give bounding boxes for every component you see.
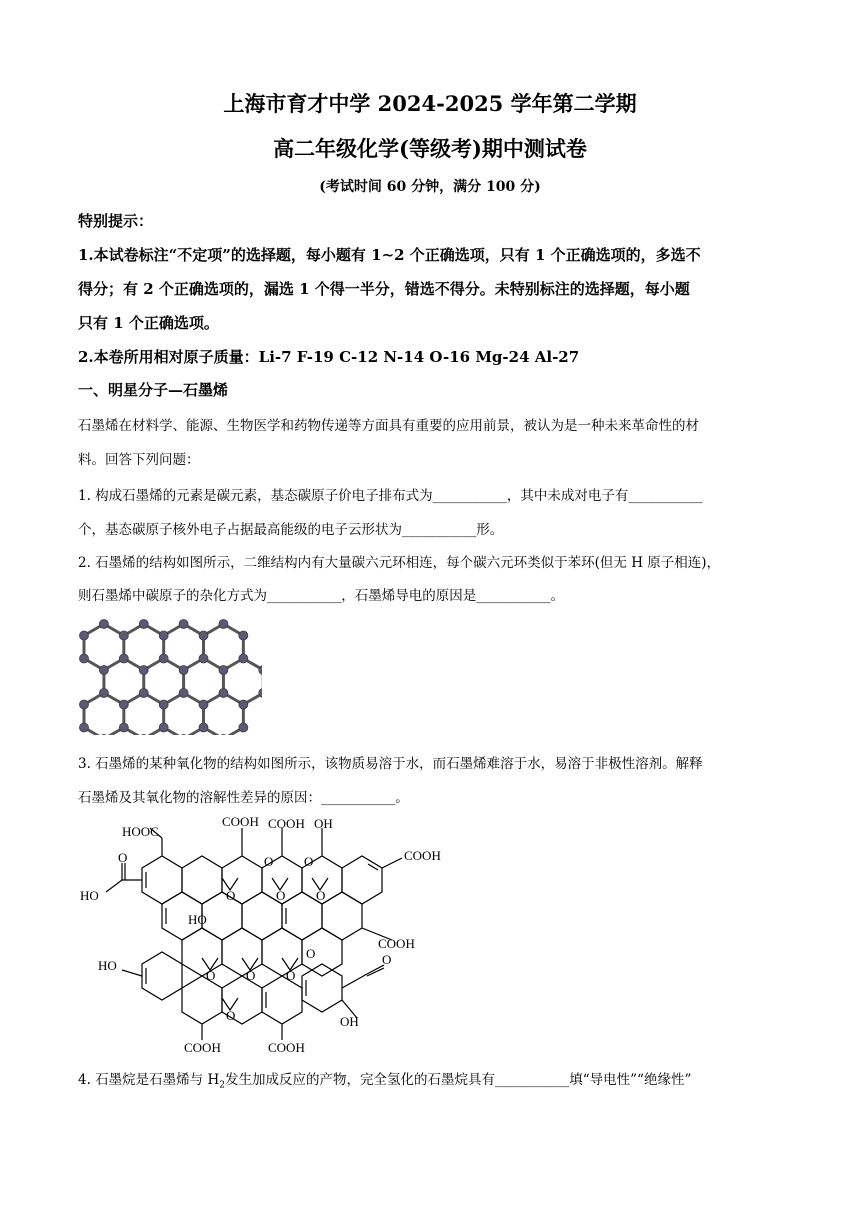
graphene-carbon-atom — [80, 723, 89, 732]
label-cooh-bottom-2: COOH — [268, 1040, 305, 1055]
graphene-carbon-atom — [139, 666, 148, 675]
graphene-carbon-atom — [219, 620, 228, 629]
label-epoxide-o-5: O — [264, 854, 274, 869]
graphene-carbon-atom — [139, 735, 148, 736]
graphene-carbon-atom — [119, 654, 128, 663]
graphene-carbon-atom — [99, 689, 108, 698]
graphene-carbon-atom — [199, 723, 208, 732]
graphene-carbon-atom — [179, 666, 188, 675]
graphene-carbon-atom — [199, 700, 208, 709]
label-ho-left-2: HO — [98, 958, 117, 973]
graphene-carbon-atom — [219, 735, 228, 736]
graphene-carbon-atom — [219, 689, 228, 698]
label-hooc-top-left: HOOC — [122, 824, 159, 839]
graphene-carbon-atom — [199, 631, 208, 640]
graphene-carbon-atom — [159, 654, 168, 663]
question4-suffix: 发生加成反应的产物，完全氢化的石墨烷具有___________填“导电性”“绝缘性” — [224, 1072, 692, 1088]
graphene-carbon-atom — [159, 723, 168, 732]
question3-line1: 3. 石墨烯的某种氧化物的结构如图所示，该物质易溶于水，而石墨烯难溶于水，易溶于非极性溶剂。解释 — [78, 756, 703, 772]
graphene-carbon-atom — [119, 631, 128, 640]
graphene-carbon-atom — [119, 700, 128, 709]
question4-line — [78, 1068, 788, 1091]
graphene-oxide-bonds — [106, 828, 402, 1040]
graphene-carbon-atom — [159, 631, 168, 640]
graphene-carbon-atom — [80, 654, 89, 663]
graphene-oxide-labels — [80, 814, 441, 1055]
graphene-oxide-structure-figure — [72, 808, 462, 1058]
question3-line2: 石墨烯及其氧化物的溶解性差异的原因：___________。 — [78, 790, 409, 806]
notice-heading: 特别提示： — [78, 212, 154, 230]
graphene-carbon-atom — [239, 654, 248, 663]
section1-intro-line2: 料。回答下列问题： — [78, 452, 200, 468]
graphene-carbon-atom — [99, 666, 108, 675]
graphene-carbon-atom — [80, 700, 89, 709]
exam-title-line2: 高二年级化学(等级考)期中测试卷 — [273, 136, 587, 161]
section1-heading: 一、明星分子—石墨烯 — [78, 381, 229, 399]
question2-line1: 2. 石墨烯的结构如图所示，二维结构内有大量碳六元环相连，每个碳六元环类似于苯环(但无 H 原子相连)， — [78, 555, 721, 571]
graphene-carbon-atom — [199, 654, 208, 663]
label-ho-middle: HO — [188, 912, 207, 927]
graphene-carbon-atom — [179, 735, 188, 736]
label-epoxide-o-10: O — [306, 946, 316, 961]
label-oh-bottom-right: OH — [340, 1014, 359, 1029]
section1-intro-line1: 石墨烯在材料学、能源、生物医学和药物传递等方面具有重要的应用前景，被认为是一种未来革命性的材 — [78, 418, 699, 434]
graphene-carbon-atom — [239, 723, 248, 732]
label-cooh-right-2: COOH — [378, 936, 415, 951]
notice-item1-line3: 只有 1 个正确选项。 — [78, 314, 219, 332]
graphene-carbon-atom — [119, 723, 128, 732]
label-epoxide-o-4: O — [304, 854, 314, 869]
notice-item1-line1: 1.本试卷标注“不定项”的选择题，每小题有 1~2 个正确选项，只有 1 个正确选项的，多选不 — [78, 246, 701, 264]
label-ho-left: HO — [80, 888, 99, 903]
graphene-carbon-atom — [239, 700, 248, 709]
label-cooh-right: COOH — [404, 848, 441, 863]
graphene-carbon-atom — [159, 700, 168, 709]
label-epoxide-o-8: O — [286, 968, 296, 983]
label-epoxide-o-6: O — [206, 968, 216, 983]
exam-time-score: (考试时间 60 分钟，满分 100 分) — [319, 179, 541, 195]
graphene-carbon-atom — [219, 666, 228, 675]
question4-prefix: 4. 石墨烷是石墨烯与 H — [78, 1072, 220, 1088]
graphene-carbon-atom — [99, 620, 108, 629]
label-epoxide-o-1: O — [226, 888, 236, 903]
label-epoxide-o-3: O — [316, 888, 326, 903]
exam-title-line1: 上海市育才中学 2024-2025 学年第二学期 — [223, 91, 637, 116]
graphene-carbon-atom — [139, 620, 148, 629]
question2-line2: 则石墨烯中碳原子的杂化方式为___________，石墨烯导电的原因是___________。 — [78, 588, 564, 604]
graphene-carbon-atom — [239, 631, 248, 640]
question1-line1: 1. 构成石墨烯的元素是碳元素，基态碳原子价电子排布式为___________，其中未成对电子有___________ — [78, 488, 703, 504]
notice-item2: 2.本卷所用相对原子质量：Li-7 F-19 C-12 N-14 O-16 Mg-24 Al-27 — [78, 348, 580, 366]
notice-item1-line2: 得分；有 2 个正确选项的，漏选 1 个得一半分，错选不得分。未特别标注的选择题，每小题 — [78, 280, 690, 298]
label-epoxide-o-9: O — [226, 1008, 236, 1023]
graphene-carbon-atom — [99, 735, 108, 736]
label-ketone-o-right: O — [382, 952, 392, 967]
question4-subscript: 2 — [219, 1080, 225, 1091]
label-cooh-top-2: COOH — [268, 816, 305, 831]
graphene-carbon-atom — [80, 631, 89, 640]
label-oh-top: OH — [314, 816, 333, 831]
graphene-carbon-atom — [139, 689, 148, 698]
label-ketone-o-left: O — [118, 850, 128, 865]
graphene-carbon-atom — [179, 689, 188, 698]
label-epoxide-o-7: O — [246, 968, 256, 983]
label-epoxide-o-2: O — [276, 888, 286, 903]
graphene-carbon-atom — [179, 620, 188, 629]
question1-line2: 个，基态碳原子核外电子占据最高能级的电子云形状为___________形。 — [78, 522, 504, 538]
graphene-structure-figure — [72, 610, 262, 735]
label-cooh-bottom-1: COOH — [184, 1040, 221, 1055]
label-cooh-top-1: COOH — [222, 814, 259, 829]
